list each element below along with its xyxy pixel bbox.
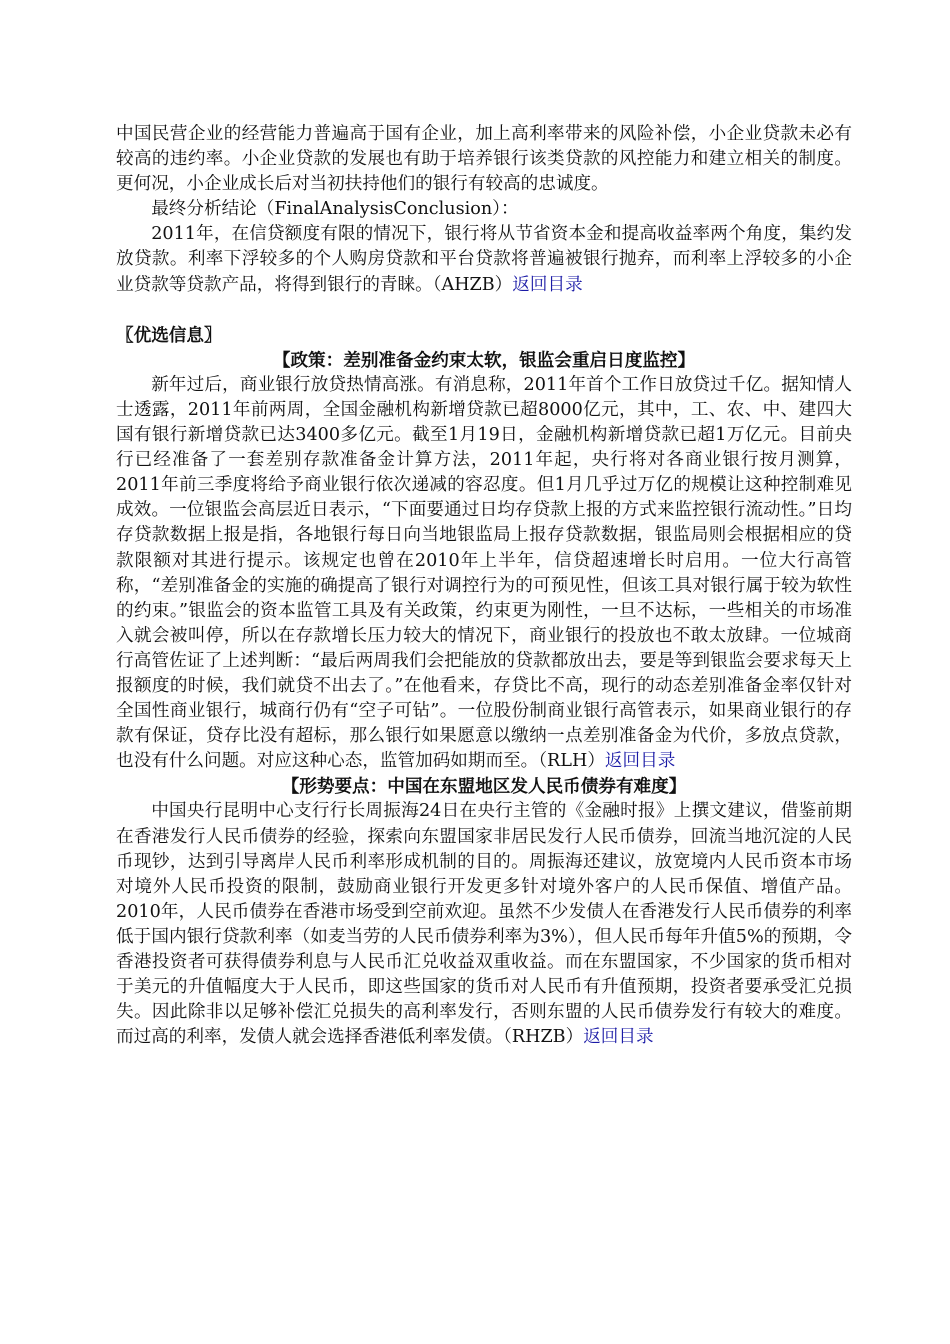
return-to-toc-link[interactable]: 返回目录 bbox=[512, 274, 583, 295]
conclusion-text: 2011年，在信贷额度有限的情况下，银行将从节省资本金和提高收益率两个角度，集约发放贷款。利率下浮较多的个人购房贷款和平台贷款将普遍被银行抛弃，而利率上浮较多的小企业贷款等贷款产品，将得到银行的青睐。（AHZB） bbox=[116, 224, 852, 295]
article-title: 【政策：差别准备金约束太软，银监会重启日度监控】 bbox=[272, 349, 696, 371]
article-body bbox=[116, 373, 852, 775]
conclusion-label-text: 最终分析结论（FinalAnalysisConclusion）： bbox=[151, 199, 519, 220]
return-to-toc-link[interactable]: 返回目录 bbox=[604, 751, 676, 772]
conclusion-label bbox=[116, 197, 852, 222]
article-title: 【形势要点：中国在东盟地区发人民币债券有难度】 bbox=[281, 776, 687, 798]
conclusion-paragraph bbox=[116, 222, 852, 297]
intro-text: 中国民营企业的经营能力普遍高于国有企业，加上高利率带来的风险补偿，小企业贷款未必有较高的违约率。小企业贷款的发展也有助于培养银行该类贷款的风控能力和建立相关的制度。更何况，小企业成长后对当初扶持他们的银行有较高的忠诚度。 bbox=[116, 124, 852, 195]
article-body bbox=[116, 799, 852, 1050]
blank-line bbox=[116, 298, 852, 323]
section-heading: 〖优选信息〗 bbox=[116, 324, 222, 346]
intro-paragraph bbox=[116, 122, 852, 197]
article-body-text: 中国央行昆明中心支行行长周振海24日在央行主管的《金融时报》上撰文建议，借鉴前期在香港发行人民币债券的经验，探索向东盟国家非居民发行人民币债券，回流当地沉淀的人民币现钞，达到引导离岸人民币利率形成机制的目的。周振海还建议，放宽境内人民币资本市场对境外人民币投资的限制，鼓励商业银行开发更多针对境外客户的人民币保值、增值产品。2010年，人民币债券在香港市场受到空前欢迎。虽然不少发债人在香港发行人民币债券的利率低于国内银行贷款利率（如麦当劳的人民币债券利率为3%），但人民币每年升值5%的预期，令香港投资者可获得债券利息与人民币汇兑收益双重收益。而在东盟国家，不少国家的货币相对于美元的升值幅度大于人民币，即这些国家的货币对人民币有升值预期，投资者要承受汇兑损失。因此除非以足够补偿汇兑损失的高利率发行，否则东盟的人民币债券发行有较大的难度。而过高的利率，发债人就会选择香港低利率发债。（RHZB） bbox=[116, 801, 852, 1048]
document-page bbox=[116, 122, 852, 1050]
return-to-toc-link[interactable]: 返回目录 bbox=[583, 1027, 654, 1048]
article-body-text: 新年过后，商业银行放贷热情高涨。有消息称，2011年首个工作日放贷过千亿。据知情人士透露，2011年前两周，全国金融机构新增贷款已超8000亿元，其中，工、农、中、建四大国有银行新增贷款已达3400多亿元。截至1月19日，金融机构新增贷款已超1万亿元。目前央行已经准备了一套差别存款准备金计算方法，2011年起，央行将对各商业银行按月测算，2011年前三季度将给予商业银行依次递减的容忍度。但1月几乎过万亿的规模让这种控制难见成效。一位银监会高层近日表示，“下面要通过日均存贷款上报的方式来监控银行流动性。”日均存贷款数据上报是指，各地银行每日向当地银监局上报存贷款数据，银监局则会根据相应的贷款限额对其进行提示。该规定也曾在2010年上半年，信贷超速增长时启用。一位大行高管称，“差别准备金的实施的确提高了银行对调控行为的可预见性，但该工具对银行属于较为软性的约束。”银监会的资本监管工具及有关政策，约束更为刚性，一旦不达标，一些相关的市场准入就会被叫停，所以在存款增长压力较大的情况下，商业银行的投放也不敢太放肆。一位城商行高管佐证了上述判断：“最后两周我们会把能放的贷款都放出去，要是等到银监会要求每天上报额度的时候，我们就贷不出去了。”在他看来，存贷比不高，现行的动态差别准备金率仅针对全国性商业银行，城商行仍有“空子可钻”。一位股份制商业银行高管表示，如果商业银行的存款有保证，贷存比没有超标，那么银行如果愿意以缴纳一点差别准备金为代价，多放点贷款，也没有什么问题。对应这种心态，监管加码如期而至。（RLH） bbox=[116, 374, 852, 772]
